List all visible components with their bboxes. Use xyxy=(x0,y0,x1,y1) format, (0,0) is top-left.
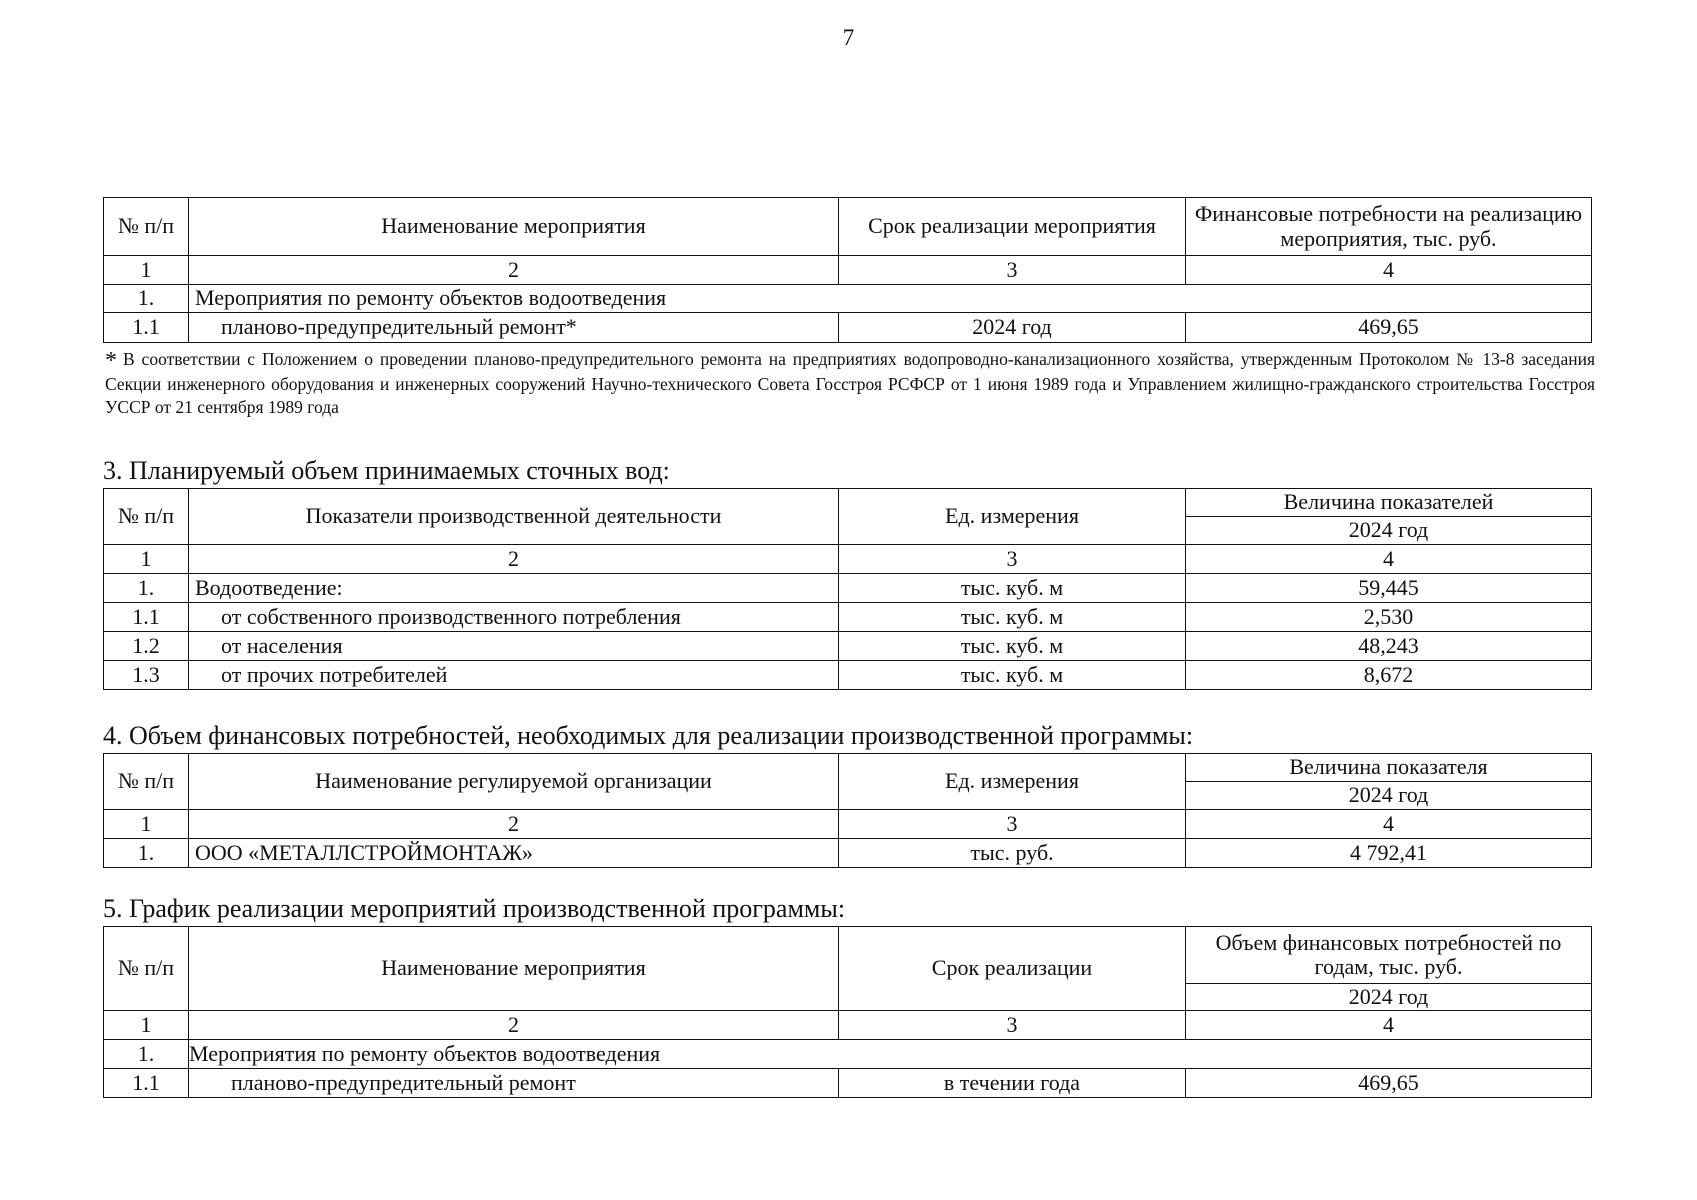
index-cell: 3 xyxy=(839,810,1186,839)
indicator-unit: тыс. куб. м xyxy=(839,661,1186,690)
header-cell: Финансовые потребности на реализацию мероприятия, тыс. руб. xyxy=(1186,198,1592,256)
indicator-name: от населения xyxy=(189,632,839,661)
table-header-row xyxy=(104,927,1592,984)
year-cell: 2024 год xyxy=(1186,782,1592,810)
index-row xyxy=(104,1011,1592,1040)
index-row xyxy=(104,810,1592,839)
financial-needs-table xyxy=(103,753,1592,868)
section-title: Мероприятия по ремонту объектов водоотведения xyxy=(189,1040,1592,1069)
section-heading: 5. График реализации мероприятий производственной программы: xyxy=(103,894,846,923)
row-number: 1. xyxy=(104,285,189,313)
table-row xyxy=(104,632,1592,661)
header-cell: № п/п xyxy=(104,489,189,545)
index-cell: 1 xyxy=(104,1011,189,1040)
header-cell: Ед. измерения xyxy=(839,489,1186,545)
header-cell: Величина показателей xyxy=(1186,489,1592,517)
header-cell: № п/п xyxy=(104,754,189,810)
activity-name: планово-предупредительный ремонт xyxy=(189,1069,839,1098)
table-row xyxy=(104,603,1592,632)
indicator-value: 48,243 xyxy=(1186,632,1592,661)
index-cell: 3 xyxy=(839,545,1186,574)
table-header-row xyxy=(104,754,1592,782)
year-cell: 2024 год xyxy=(1186,984,1592,1011)
activity-term: 2024 год xyxy=(839,313,1186,343)
footnote xyxy=(105,348,1595,419)
header-cell: Наименование мероприятия xyxy=(189,927,839,1011)
financial-value: 4 792,41 xyxy=(1186,839,1592,868)
row-number: 1. xyxy=(104,839,189,868)
index-cell: 1 xyxy=(104,810,189,839)
wastewater-volume-table xyxy=(103,488,1592,690)
index-row xyxy=(104,256,1592,285)
row-number: 1. xyxy=(104,574,189,603)
row-number: 1.1 xyxy=(104,603,189,632)
index-cell: 4 xyxy=(1186,1011,1592,1040)
index-cell: 2 xyxy=(189,1011,839,1040)
section-row xyxy=(104,1040,1592,1069)
index-cell: 4 xyxy=(1186,545,1592,574)
indicator-name: от прочих потребителей xyxy=(189,661,839,690)
activity-name: планово-предупредительный ремонт* xyxy=(189,313,839,343)
table-row xyxy=(104,313,1592,343)
index-cell: 2 xyxy=(189,810,839,839)
section-heading: 4. Объем финансовых потребностей, необходимых для реализации производственной программы: xyxy=(103,721,1194,750)
header-cell: Показатели производственной деятельности xyxy=(189,489,839,545)
header-cell: Наименование мероприятия xyxy=(189,198,839,256)
indicator-value: 8,672 xyxy=(1186,661,1592,690)
footnote-text: В соответствии с Положением о проведении планово-предупредительного ремонта на предприятиях водопроводно-канализационного хозяйства, утвержденным Протоколом № 13-8 заседания Секции инженерного оборудования и инженерных сооружений Научно-технического Совета Госстроя РСФСР от 1 июня 1989 года и Управлением жилищно-гражданского строительства Госстроя УССР от 21 сентября 1989 года xyxy=(105,349,1595,417)
section-title: Мероприятия по ремонту объектов водоотведения xyxy=(189,285,1592,313)
table-header-row xyxy=(104,198,1592,256)
header-cell: Срок реализации мероприятия xyxy=(839,198,1186,256)
indicator-unit: тыс. куб. м xyxy=(839,632,1186,661)
row-number: 1.3 xyxy=(104,661,189,690)
index-cell: 3 xyxy=(839,256,1186,285)
index-cell: 4 xyxy=(1186,810,1592,839)
indicator-unit: тыс. куб. м xyxy=(839,574,1186,603)
row-number: 1. xyxy=(104,1040,189,1069)
footnote-marker: * xyxy=(105,348,117,374)
indicator-unit: тыс. куб. м xyxy=(839,603,1186,632)
index-row xyxy=(104,545,1592,574)
activity-value: 469,65 xyxy=(1186,1069,1592,1098)
section-heading: 3. Планируемый объем принимаемых сточных вод: xyxy=(103,456,670,485)
header-cell: Срок реализации xyxy=(839,927,1186,1011)
page-number: 7 xyxy=(842,25,855,50)
activity-term: в течении года xyxy=(839,1069,1186,1098)
row-number: 1.1 xyxy=(104,1069,189,1098)
schedule-table xyxy=(103,926,1592,1098)
header-cell: Ед. измерения xyxy=(839,754,1186,810)
header-cell: № п/п xyxy=(104,198,189,256)
index-cell: 4 xyxy=(1186,256,1592,285)
table-row xyxy=(104,661,1592,690)
indicator-name: Водоотведение: xyxy=(189,574,839,603)
header-cell: Величина показателя xyxy=(1186,754,1592,782)
indicator-value: 59,445 xyxy=(1186,574,1592,603)
value-unit: тыс. руб. xyxy=(839,839,1186,868)
table-header-row xyxy=(104,489,1592,517)
header-cell: Объем финансовых потребностей по годам, тыс. руб. xyxy=(1186,927,1592,984)
table-row xyxy=(104,574,1592,603)
indicator-name: от собственного производственного потребления xyxy=(189,603,839,632)
index-cell: 1 xyxy=(104,256,189,285)
activity-value: 469,65 xyxy=(1186,313,1592,343)
indicator-value: 2,530 xyxy=(1186,603,1592,632)
header-cell: Наименование регулируемой организации xyxy=(189,754,839,810)
row-number: 1.2 xyxy=(104,632,189,661)
index-cell: 2 xyxy=(189,545,839,574)
section-row xyxy=(104,285,1592,313)
year-cell: 2024 год xyxy=(1186,517,1592,545)
row-number: 1.1 xyxy=(104,313,189,343)
table-row xyxy=(104,1069,1592,1098)
header-cell: № п/п xyxy=(104,927,189,1011)
organization-name: ООО «МЕТАЛЛСТРОЙМОНТАЖ» xyxy=(189,839,839,868)
activities-table xyxy=(103,197,1592,343)
index-cell: 3 xyxy=(839,1011,1186,1040)
index-cell: 2 xyxy=(189,256,839,285)
table-row xyxy=(104,839,1592,868)
index-cell: 1 xyxy=(104,545,189,574)
